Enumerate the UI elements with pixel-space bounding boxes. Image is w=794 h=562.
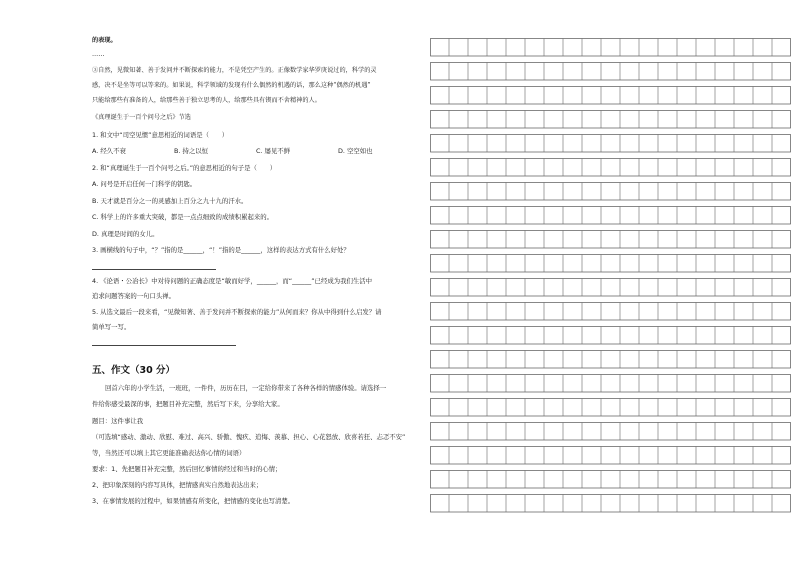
passage-para3-line3: 只能给那些有准备的人，给那些善于独立思考的人，给那些具有锲而不舍精神的人。 — [92, 97, 321, 104]
grid-row — [431, 111, 791, 129]
composition-requirement-3: 3、在事情发展的过程中，如果情感有所变化，把情感的变化也写清楚。 — [92, 497, 295, 505]
q1-option-b: B. 持之以恒 — [174, 147, 209, 155]
composition-intro-line2: 件给你感受最深的事，把题目补充完整，然后写下来，分享给大家。 — [92, 400, 284, 408]
q2-option-a: A. 问号是开启任何一门科学的钥匙。 — [92, 180, 197, 188]
question-5-line2: 简单写一写。 — [92, 323, 131, 331]
grid-row — [431, 303, 791, 321]
grid-row — [431, 87, 791, 105]
grid-row — [431, 63, 791, 81]
grid-row — [431, 207, 791, 225]
q1-option-a: A. 经久不衰 — [92, 147, 126, 155]
grid-row — [431, 327, 791, 345]
question-2: 2. 和“真理诞生于一百个问号之后。”的意思相近的句子是（ ） — [92, 164, 277, 172]
grid-row — [431, 135, 791, 153]
passage-para3-line2: 感，决不是坐等可以等来的。如果说，科学领域的发现有什么偶然的机遇的话，那么这种“偶然的机遇” — [92, 82, 371, 89]
composition-requirement-1: 要求：1、先把题目补充完整，然后回忆事情的经过和当时的心情； — [92, 465, 282, 473]
composition-title: 题目：这件事让我 — [92, 417, 144, 425]
passage-ellipsis: …… — [92, 51, 105, 58]
q2-option-d: D. 真理是时间的女儿。 — [92, 230, 159, 238]
composition-heading: 五、作文（30 分） — [92, 365, 176, 376]
grid-row — [431, 231, 791, 249]
writing-grid-svg — [430, 38, 791, 518]
composition-words-line2: 等，当然还可以填上其它更能准确表达你心情的词语） — [92, 449, 246, 457]
composition-requirement-2: 2、把印象深刻的内容写具体，把情感真实自然地表达出来； — [92, 481, 263, 489]
grid-row — [431, 351, 791, 369]
grid-row — [431, 279, 791, 297]
question-5-line1: 5. 从选文最后一段来看，“见微知著、善于发问并不断探索的能力”从何而来？你从中得到什么启发？请 — [92, 308, 382, 316]
q1-option-c: C. 屡见不鲜 — [256, 147, 291, 155]
passage-para3-line1: ③自然，见微知著、善于发问并不断探索的能力，不是凭空产生的。正像数学家华罗庚说过的，科学的灵 — [92, 67, 377, 74]
grid-row — [431, 471, 791, 489]
grid-row — [431, 375, 791, 393]
answer-line-q5 — [92, 345, 236, 346]
answer-line-q3 — [92, 269, 216, 270]
q1-option-d: D. 空空如也 — [338, 147, 373, 155]
question-1: 1. 和文中“司空见惯”意思相近的词语是（ ） — [92, 131, 229, 139]
grid-row — [431, 495, 791, 513]
passage-tail: 的表现。 — [92, 37, 117, 44]
composition-writing-grid[interactable] — [430, 38, 791, 518]
q2-option-b: B. 天才就是百分之一的灵感加上百分之九十九的汗水。 — [92, 197, 248, 205]
grid-row — [431, 159, 791, 177]
passage-source: 《真理诞生于一百个问号之后》节选 — [92, 114, 191, 121]
question-4-line2: 追求问题答案的一句口头禅。 — [92, 292, 176, 300]
question-3: 3. 画横线的句子中，“？”指的是______，“！”指的是______，这样的表达方式有什么好处？ — [92, 246, 350, 254]
grid-row — [431, 423, 791, 441]
composition-intro-line1: 回首六年的小学生活，一班班，一件件，历历在目，一定给你带来了各种各样的情感体验。请选择一 — [105, 384, 387, 392]
grid-row — [431, 39, 791, 57]
question-4-line1: 4. 《论语・公冶长》中对待问题的正确态度是“敏而好学，______，而“______”已经成为我们生活中 — [92, 277, 373, 285]
grid-row — [431, 183, 791, 201]
composition-words-line1: （可选填“感动、激动、欣慰、难过、高兴、骄傲、愧疚、追悔、羡慕、担心、心花怒放、欣喜若狂、忐忑不安” — [92, 433, 406, 441]
q2-option-c: C. 科学上的许多重大突破，都是一点点细致的成绩积累起来的。 — [92, 213, 274, 221]
grid-row — [431, 255, 791, 273]
grid-row — [431, 447, 791, 465]
grid-row — [431, 399, 791, 417]
